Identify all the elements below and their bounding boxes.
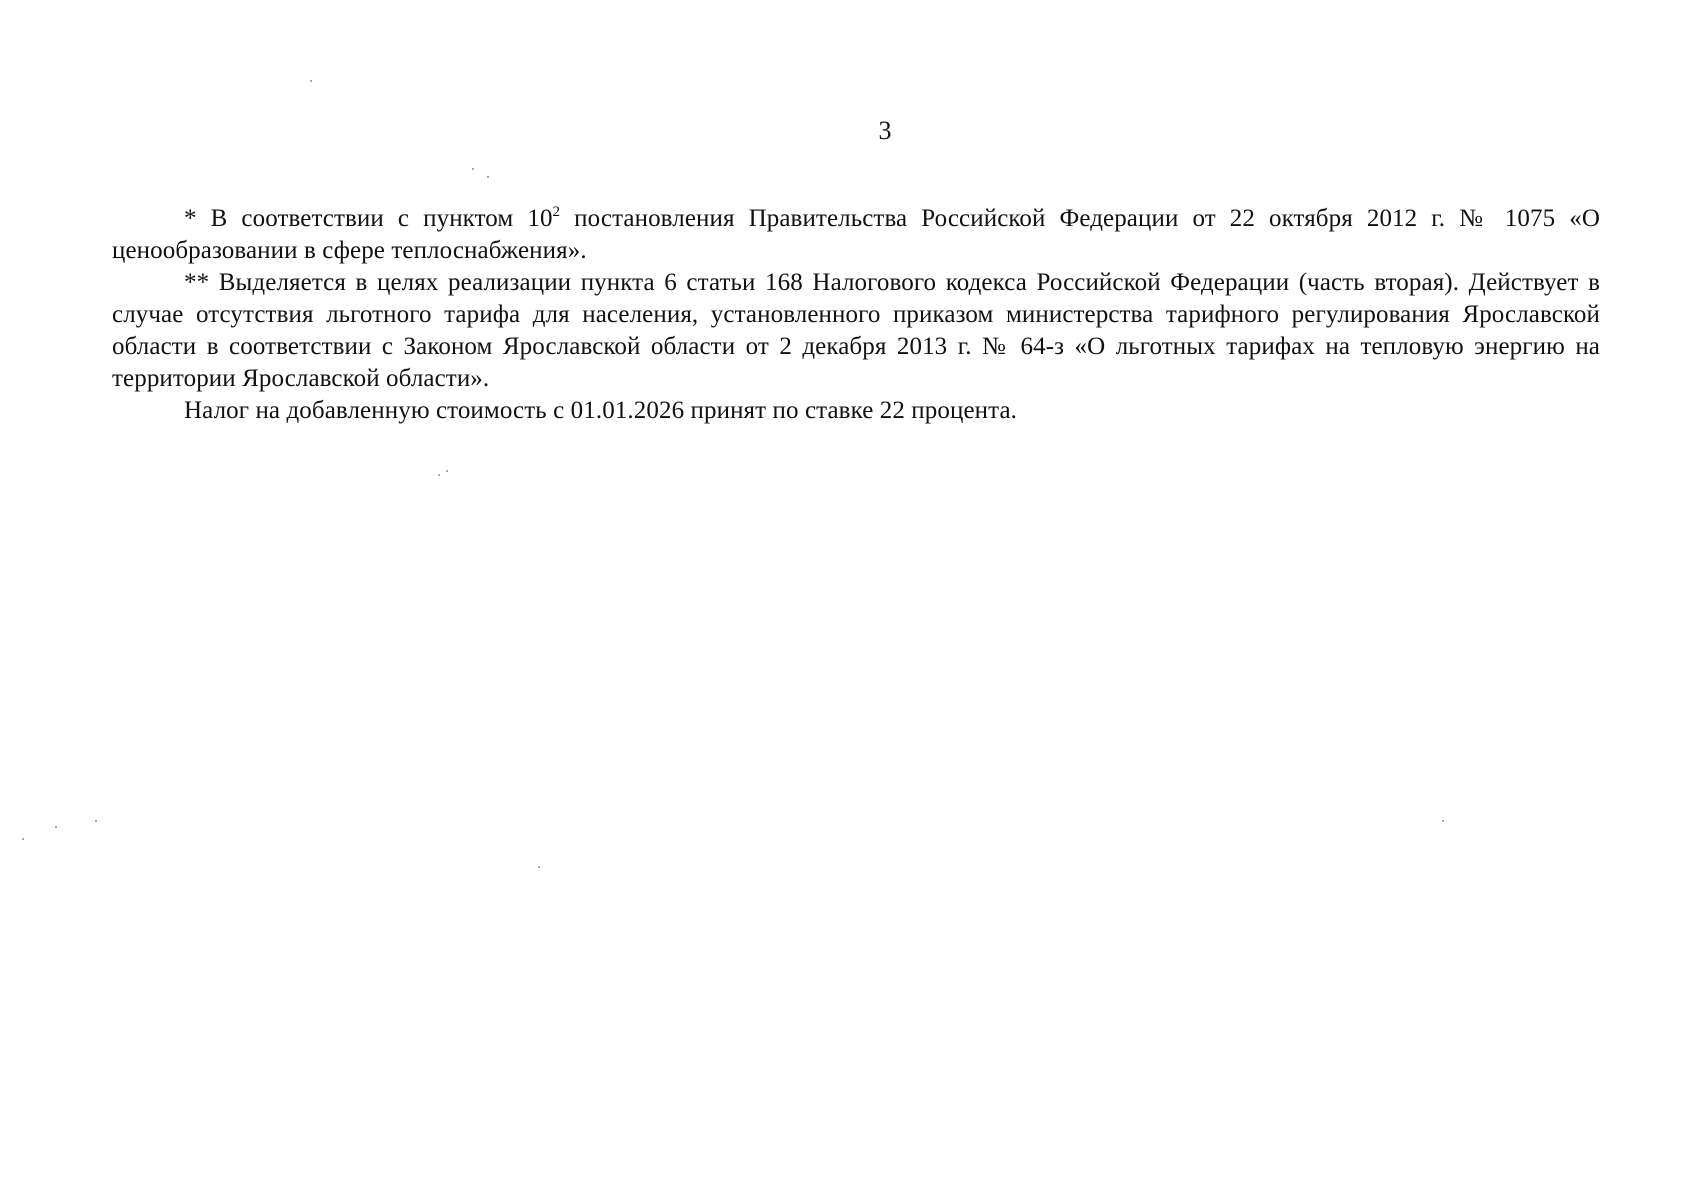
footnote-1-superscript: 2 bbox=[552, 203, 561, 220]
footnote-1-prefix: * В соответствии с пунктом 10 bbox=[184, 205, 553, 232]
page-number: 3 bbox=[878, 116, 892, 145]
scan-speck bbox=[438, 474, 440, 476]
scan-speck bbox=[310, 80, 312, 82]
footnote-1 bbox=[112, 203, 1600, 267]
scan-speck bbox=[472, 168, 474, 170]
scan-speck bbox=[55, 826, 57, 828]
vat-note: Налог на добавленную стоимость с 01.01.2026 принят по ставке 22 процента. bbox=[184, 397, 1018, 424]
scan-speck bbox=[538, 866, 540, 868]
scan-speck bbox=[446, 470, 448, 472]
footnote-2: ** Выделяется в целях реализации пункта 6 статьи 168 Налогового кодекса Российской Федерации (часть вторая). Действует в случае отсутствия льготного тарифа для населения, установленного приказом министерства тарифного регулирования Ярославской области в соответствии с Законом Ярославской области от 2 декабря 2013 г. № 64-з «О льготных тарифах на тепловую энергию на территории Ярославской области». bbox=[112, 269, 1600, 392]
scan-speck bbox=[22, 838, 24, 840]
scan-speck bbox=[1442, 820, 1444, 822]
footnote-1-suffix: постановления Правительства Российской Федерации от 22 октября 2012 г. № 1075 «О ценообразовании в сфере теплоснабжения». bbox=[112, 205, 1600, 264]
footnotes-block bbox=[112, 203, 1600, 427]
scan-speck bbox=[95, 820, 97, 822]
scan-speck bbox=[487, 176, 489, 178]
